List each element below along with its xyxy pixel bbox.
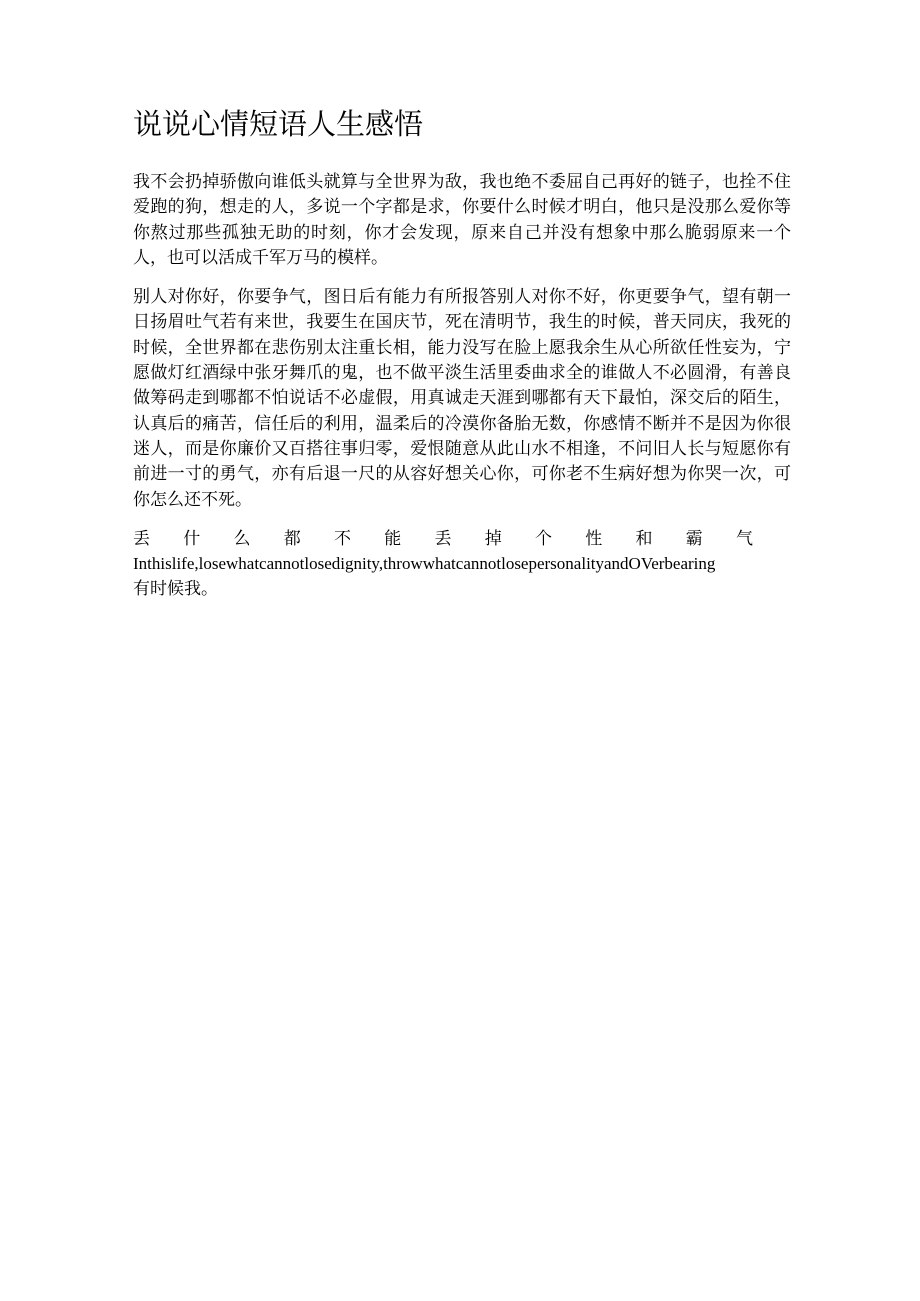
document-title: 说说心情短语人生感悟 [133,109,424,141]
distributed-char: 气 [736,528,753,548]
distributed-char: 不 [334,528,351,548]
distributed-char: 霸 [685,528,703,548]
distributed-char: 丢 [133,528,150,548]
distributed-char: 能 [384,528,402,548]
distributed-char: 都 [283,528,301,548]
paragraph-3 [133,526,791,602]
paragraph-1: 我不会扔掉骄傲向谁低头就算与全世界为敌，我也绝不委屈自己再好的链子，也拴不住爱跑的狗，想走的人，多说一个字都是求，你要什么时候才明白，他只是没那么爱你等你熬过那些孤独无助的时刻，你才会发现，原来自己并没有想象中那么脆弱原来一个人，也可以活成千军万马的模样。 [133,172,791,267]
distributed-char: 什 [183,528,201,548]
closing-line: 有时候我。 [133,579,218,599]
english-translation-line: Inthislife,losewhatcannotlosedignity,throwwhatcannotlosepersonalityandOVerbearing [133,554,716,574]
distributed-char: 丢 [434,528,452,548]
distributed-char: 个 [535,528,552,548]
distributed-char: 么 [233,528,251,548]
paragraph-2: 别人对你好，你要争气，图日后有能力有所报答别人对你不好，你更要争气，望有朝一日扬眉吐气若有来世，我要生在国庆节，死在清明节，我生的时候，普天同庆，我死的时候，全世界都在悲伤别太注重长相，能力没写在脸上愿我余生从心所欲任性妄为，宁愿做灯红酒绿中张牙舞爪的鬼，也不做平淡生活里委曲求全的谁做人不必圆滑，有善良做筹码走到哪都不怕说话不必虚假，用真诚走天涯到哪都有天下最怕，深交后的陌生，认真后的痛苦，信任后的利用，温柔后的冷漠你备胎无数，你感情不断并不是因为你很迷人，而是你廉价又百搭往事归零，爱恨随意从此山水不相逢，不问旧人长与短愿你有前进一寸的勇气，亦有后退一尺的从容好想关心你，可你老不生病好想为你哭一次，可你怎么还不死。 [133,287,791,509]
distributed-char: 掉 [484,528,502,548]
distributed-justified-line [133,526,753,551]
distributed-char: 性 [585,528,603,548]
distributed-char: 和 [635,528,653,548]
